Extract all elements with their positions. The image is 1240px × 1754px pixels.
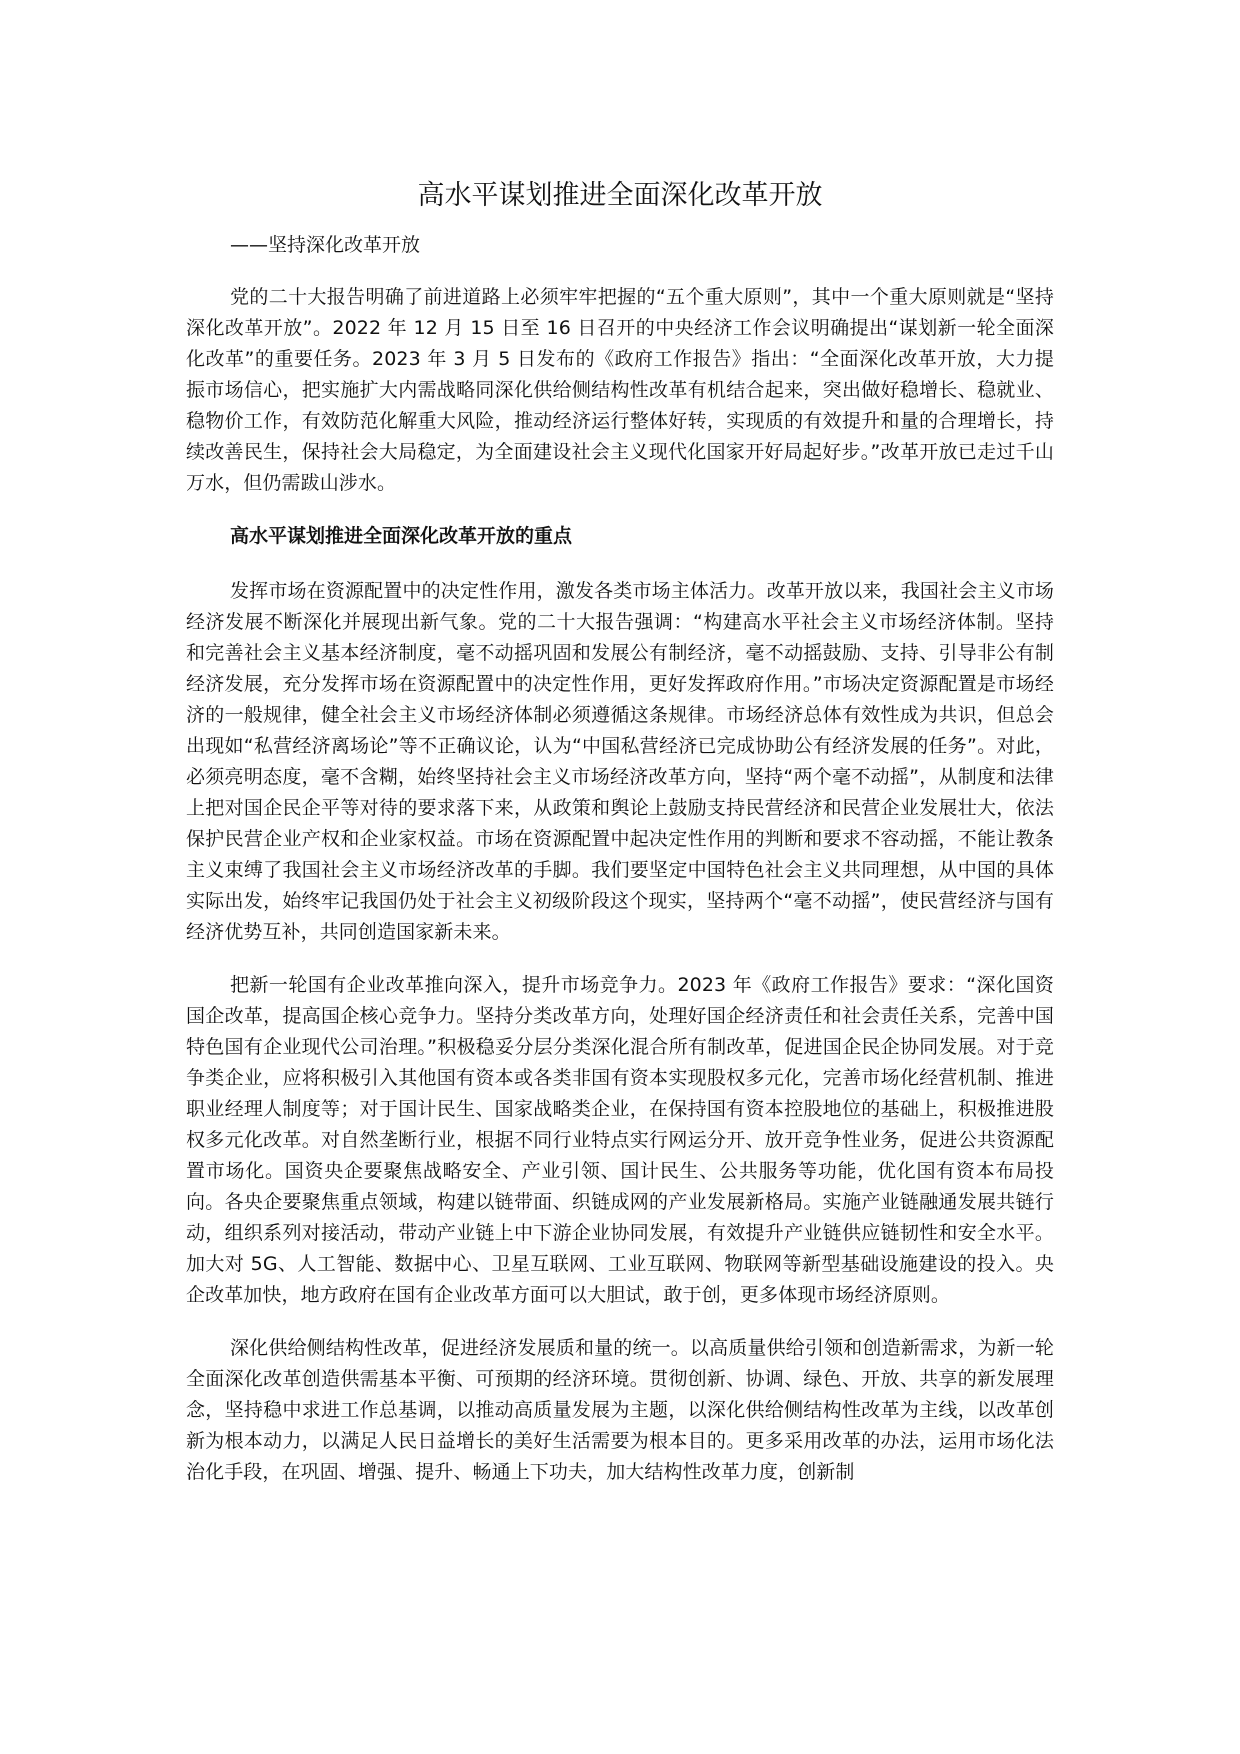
section-paragraph-2: 把新一轮国有企业改革推向深入，提升市场竞争力。2023 年《政府工作报告》要求：“深化国资国企改革，提高国企核心竞争力。坚持分类改革方向，处理好国企经济责任和社会责任关系，完善中国特色国有企业现代公司治理。”积极稳妥分层分类深化混合所有制改革，促进国企民企协同发展。对于竞争类企业，应将积极引入其他国有资本或各类非国有资本实现股权多元化，完善市场化经营机制、推进职业经理人制度等；对于国计民生、国家战略类企业，在保持国有资本控股地位的基础上，积极推进股权多元化改革。对自然垄断行业，根据不同行业特点实行网运分开、放开竞争性业务，促进公共资源配置市场化。国资央企要聚焦战略安全、产业引领、国计民生、公共服务等功能，优化国有资本布局投向。各央企要聚焦重点领域，构建以链带面、织链成网的产业发展新格局。实施产业链融通发展共链行动，组织系列对接活动，带动产业链上中下游企业协同发展，有效提升产业链供应链韧性和安全水平。加大对 5G、人工智能、数据中心、卫星互联网、工业互联网、物联网等新型基础设施建设的投入。央企改革加快，地方政府在国有企业改革方面可以大胆试，敢于创，更多体现市场经济原则。	[186, 974, 1054, 1306]
section-paragraph-3: 深化供给侧结构性改革，促进经济发展质和量的统一。以高质量供给引领和创造新需求，为新一轮全面深化改革创造供需基本平衡、可预期的经济环境。贯彻创新、协调、绿色、开放、共享的新发展理念，坚持稳中求进工作总基调，以推动高质量发展为主题，以深化供给侧结构性改革为主线，以改革创新为根本动力，以满足人民日益增长的美好生活需要为根本目的。更多采用改革的办法，运用市场化法治化手段，在巩固、增强、提升、畅通上下功夫，加大结构性改革力度，创新制	[186, 1337, 1054, 1483]
document-title: 高水平谋划推进全面深化改革开放	[417, 180, 823, 211]
document-subtitle: ——坚持深化改革开放	[230, 234, 421, 256]
section-heading: 高水平谋划推进全面深化改革开放的重点	[230, 525, 573, 547]
intro-paragraph: 党的二十大报告明确了前进道路上必须牢牢把握的“五个重大原则”，其中一个重大原则就是“坚持深化改革开放”。2022 年 12 月 15 日至 16 日召开的中央经济工作会议明确提出“谋划新一轮全面深化改革”的重要任务。2023 年 3 月 5 日发布的《政府工作报告》指出：“全面深化改革开放，大力提振市场信心，把实施扩大内需战略同深化供给侧结构性改革有机结合起来，突出做好稳增长、稳就业、稳物价工作，有效防范化解重大风险，推动经济运行整体好转，实现质的有效提升和量的合理增长，持续改善民生，保持社会大局稳定，为全面建设社会主义现代化国家开好局起好步。”改革开放已走过千山万水，但仍需跋山涉水。	[186, 286, 1054, 494]
document-body	[186, 282, 1054, 1510]
section-paragraph-1: 发挥市场在资源配置中的决定性作用，激发各类市场主体活力。改革开放以来，我国社会主义市场经济发展不断深化并展现出新气象。党的二十大报告强调：“构建高水平社会主义市场经济体制。坚持和完善社会主义基本经济制度，毫不动摇巩固和发展公有制经济，毫不动摇鼓励、支持、引导非公有制经济发展，充分发挥市场在资源配置中的决定性作用，更好发挥政府作用。”市场决定资源配置是市场经济的一般规律，健全社会主义市场经济体制必须遵循这条规律。市场经济总体有效性成为共识，但总会出现如“私营经济离场论”等不正确议论，认为“中国私营经济已完成协助公有经济发展的任务”。对此，必须亮明态度，毫不含糊，始终坚持社会主义市场经济改革方向，坚持“两个毫不动摇”，从制度和法律上把对国企民企平等对待的要求落下来，从政策和舆论上鼓励支持民营经济和民营企业发展壮大，依法保护民营企业产权和企业家权益。市场在资源配置中起决定性作用的判断和要求不容动摇，不能让教条主义束缚了我国社会主义市场经济改革的手脚。我们要坚定中国特色社会主义共同理想，从中国的具体实际出发，始终牢记我国仍处于社会主义初级阶段这个现实，坚持两个“毫不动摇”，使民营经济与国有经济优势互补，共同创造国家新未来。	[186, 580, 1054, 943]
